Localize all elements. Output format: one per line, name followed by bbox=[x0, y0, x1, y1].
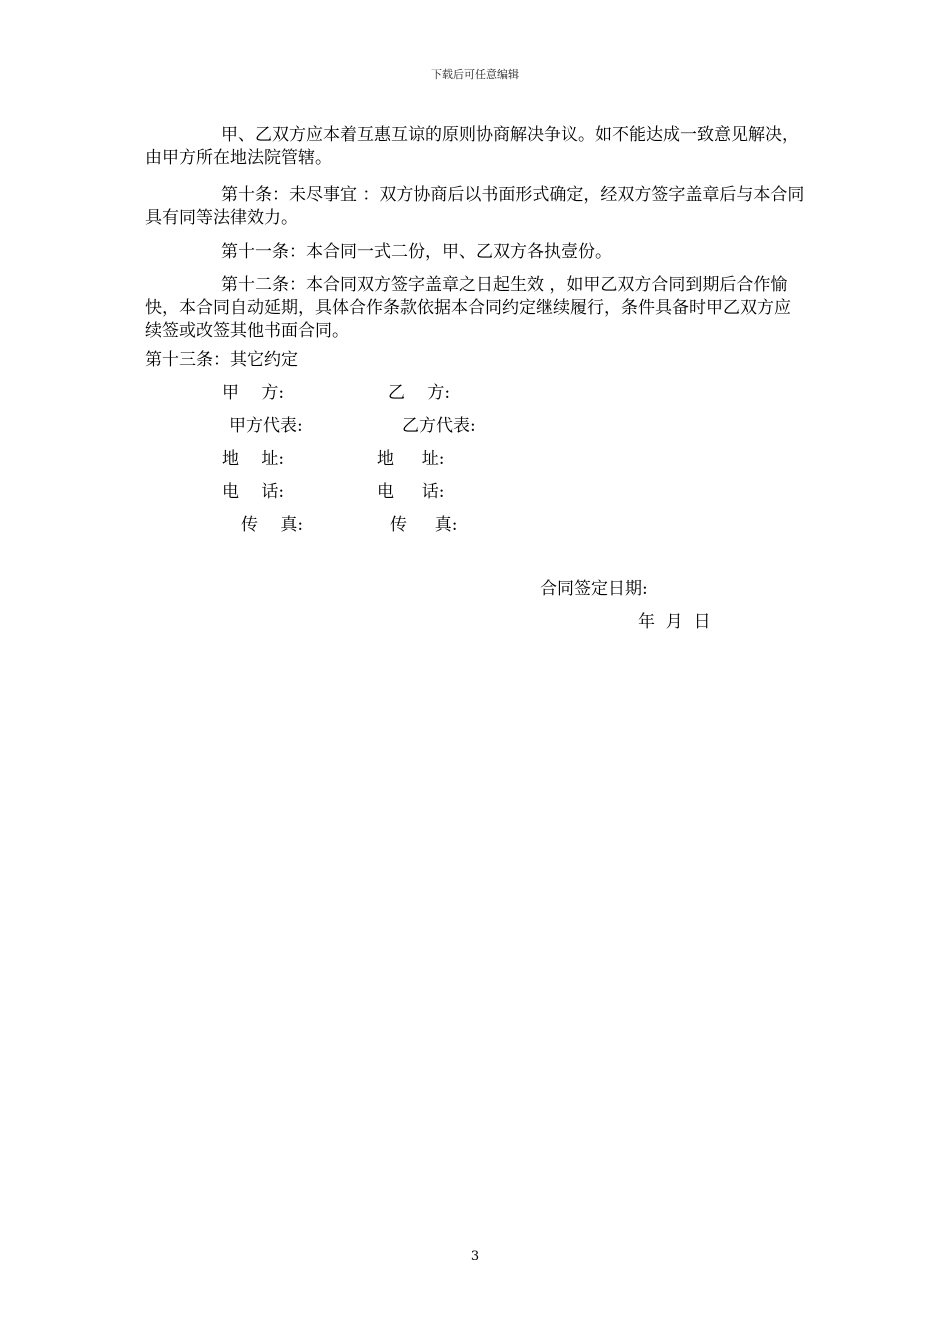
party-a-representative-label: 甲方代表: bbox=[229, 416, 303, 436]
party-b-phone-label: 电 话: bbox=[377, 482, 445, 502]
party-b-label: 乙 方: bbox=[388, 383, 451, 403]
signing-date-label: 合同签定日期: bbox=[540, 579, 648, 599]
party-a-fax-label: 传 真: bbox=[241, 515, 304, 535]
party-a-phone-label: 电 话: bbox=[222, 482, 285, 502]
paragraph-article-11: 第十一条：本合同一式二份，甲、乙双方各执壹份。 bbox=[221, 242, 612, 262]
party-a-label: 甲 方: bbox=[222, 383, 285, 403]
party-b-fax-label: 传 真: bbox=[390, 515, 458, 535]
party-a-address-label: 地 址: bbox=[222, 449, 285, 469]
page-number: 3 bbox=[470, 1249, 480, 1264]
paragraph-article-10: 第十条：未尽事宜 ：双方协商后以书面形式确定，经双方签字盖章后与本合同具有同等法律效力。 bbox=[145, 185, 805, 228]
party-b-address-label: 地 址: bbox=[377, 449, 445, 469]
paragraph-article-13: 第十三条：其它约定 bbox=[145, 350, 298, 370]
party-b-representative-label: 乙方代表: bbox=[402, 416, 476, 436]
page-header: 下载后可任意编辑 bbox=[431, 68, 519, 81]
signing-date-ymd: 年 月 日 bbox=[638, 612, 711, 632]
paragraph-article-12: 第十二条：本合同双方签字盖章之日起生效 ，如甲乙双方合同到期后合作愉快，本合同自动延期，具体合作条款依据本合同约定继续履行，条件具备时甲乙双方应续签或改签其他书面合同。 bbox=[145, 275, 791, 341]
paragraph-dispute: 甲、乙双方应本着互惠互谅的原则协商解决争议。如不能达成一致意见解决，由甲方所在地法院管辖。 bbox=[145, 125, 799, 168]
